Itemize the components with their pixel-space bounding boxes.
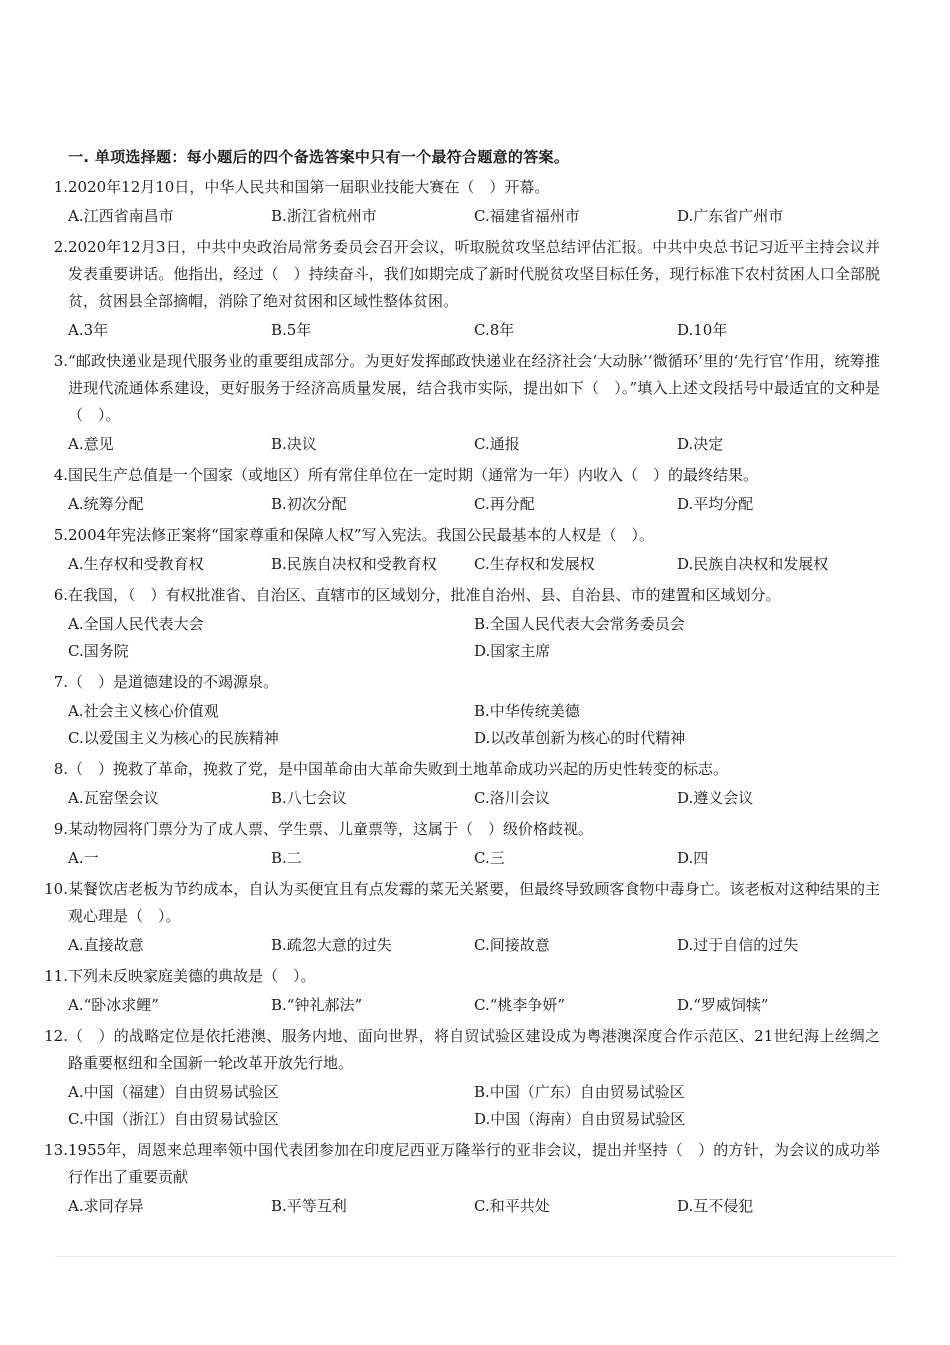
question-number: 10. <box>44 880 68 898</box>
option-list <box>0 932 888 959</box>
option-c: C.通报 <box>474 435 520 453</box>
option-list <box>0 431 888 458</box>
question-5 <box>0 522 950 578</box>
option-d: D.平均分配 <box>677 495 754 513</box>
question-number: 12. <box>44 1027 68 1045</box>
question-1 <box>0 174 950 230</box>
option-a: A.全国人民代表大会 <box>68 615 204 633</box>
question-9 <box>0 816 950 872</box>
option-b: B.“钟礼郝法” <box>271 996 363 1014</box>
option-a: A.“卧冰求鲤” <box>68 996 159 1014</box>
option-list <box>0 317 888 344</box>
option-c: C.和平共处 <box>474 1197 550 1215</box>
option-d: D.民族自决权和发展权 <box>677 555 829 573</box>
option-d: D.“罗威饲犊” <box>677 996 769 1014</box>
question-8 <box>0 756 950 812</box>
option-a: A.意见 <box>68 435 114 453</box>
option-list <box>0 785 888 812</box>
option-c: C.洛川会议 <box>474 789 550 807</box>
option-b: B.全国人民代表大会常务委员会 <box>474 615 685 633</box>
option-a: A.中国（福建）自由贸易试验区 <box>68 1083 279 1101</box>
option-c: C.生存权和发展权 <box>474 555 595 573</box>
option-list <box>0 845 888 872</box>
option-b: B.决议 <box>271 435 317 453</box>
question-number: 4. <box>53 466 68 484</box>
question-11 <box>0 963 950 1019</box>
option-list <box>0 551 888 578</box>
option-d: D.10年 <box>677 321 728 339</box>
question-stem: （ ）是道德建设的不竭源泉。 <box>68 673 279 691</box>
question-number: 13. <box>44 1141 68 1159</box>
option-b: B.二 <box>271 849 302 867</box>
option-d: D.中国（海南）自由贸易试验区 <box>474 1110 686 1128</box>
question-2 <box>0 234 950 344</box>
question-stem: 2004年宪法修正案将“国家尊重和保障人权”写入宪法。我国公民最基本的人权是（ ）。 <box>68 526 655 544</box>
question-number: 3. <box>53 352 68 370</box>
option-d: D.国家主席 <box>474 642 551 660</box>
question-6 <box>0 582 950 665</box>
question-7 <box>0 669 950 752</box>
question-stem: 1955年，周恩来总理率领中国代表团参加在印度尼西亚万隆举行的亚非会议，提出并坚持（ ）的方针，为会议的成功举行作出了重要贡献 <box>68 1141 880 1186</box>
option-a: A.江西省南昌市 <box>68 207 174 225</box>
option-c: C.福建省福州市 <box>474 207 580 225</box>
option-a: A.瓦窑堡会议 <box>68 789 159 807</box>
option-c: C.间接故意 <box>474 936 550 954</box>
option-b: B.浙江省杭州市 <box>271 207 377 225</box>
option-d: D.广东省广州市 <box>677 207 784 225</box>
option-d: D.以改革创新为核心的时代精神 <box>474 729 686 747</box>
option-b: B.初次分配 <box>271 495 347 513</box>
option-d: D.遵义会议 <box>677 789 754 807</box>
option-d: D.互不侵犯 <box>677 1197 754 1215</box>
question-number: 8. <box>53 760 68 778</box>
option-b: B.中华传统美德 <box>474 702 580 720</box>
question-number: 2. <box>53 238 68 256</box>
question-number: 5. <box>53 526 68 544</box>
option-list <box>0 1193 888 1220</box>
option-a: A.社会主义核心价值观 <box>68 702 219 720</box>
option-d: D.四 <box>677 849 709 867</box>
question-stem: 2020年12月3日，中共中央政治局常务委员会召开会议，听取脱贫攻坚总结评估汇报。中共中央总书记习近平主持会议并发表重要讲话。他指出，经过（ ）持续奋斗，我们如期完成了新时代脱贫攻坚目标任务，现行标准下农村贫困人口全部脱贫，贫困县全部摘帽，消除了绝对贫困和区域性整体贫困。 <box>68 238 880 310</box>
option-a: A.3年 <box>68 321 109 339</box>
question-stem: 某餐饮店老板为节约成本，自认为买便宜且有点发霉的菜无关紧要，但最终导致顾客食物中毒身亡。该老板对这种结果的主观心理是（ ）。 <box>68 880 880 925</box>
question-stem: 在我国，（ ）有权批准省、自治区、直辖市的区域划分，批准自治州、县、自治县、市的建置和区域划分。 <box>68 586 781 604</box>
question-13 <box>0 1137 950 1220</box>
option-c: C.三 <box>474 849 505 867</box>
option-a: A.求同存异 <box>68 1197 144 1215</box>
option-b: B.民族自决权和受教育权 <box>271 555 437 573</box>
option-b: B.疏忽大意的过失 <box>271 936 392 954</box>
question-stem: （ ）的战略定位是依托港澳、服务内地、面向世界，将自贸试验区建设成为粤港澳深度合作示范区、21世纪海上丝绸之路重要枢纽和全国新一轮改革开放先行地。 <box>68 1027 880 1072</box>
option-b: B.平等互利 <box>271 1197 347 1215</box>
option-a: A.一 <box>68 849 99 867</box>
option-list <box>0 611 888 665</box>
question-stem: 下列未反映家庭美德的典故是（ ）。 <box>68 967 316 985</box>
option-a: A.直接故意 <box>68 936 144 954</box>
question-4 <box>0 462 950 518</box>
question-stem: 2020年12月10日，中华人民共和国第一届职业技能大赛在（ ）开幕。 <box>68 178 550 196</box>
option-a: A.统筹分配 <box>68 495 144 513</box>
question-number: 1. <box>53 178 68 196</box>
option-c: C.“桃李争妍” <box>474 996 566 1014</box>
question-number: 6. <box>53 586 68 604</box>
option-list <box>0 203 888 230</box>
question-10 <box>0 876 950 959</box>
option-list <box>0 992 888 1019</box>
option-d: D.决定 <box>677 435 724 453</box>
option-a: A.生存权和受教育权 <box>68 555 204 573</box>
option-c: C.以爱国主义为核心的民族精神 <box>68 729 279 747</box>
question-number: 11. <box>44 967 68 985</box>
option-b: B.中国（广东）自由贸易试验区 <box>474 1083 685 1101</box>
question-number: 7. <box>53 673 68 691</box>
option-list <box>0 698 888 752</box>
question-stem: “邮政快递业是现代服务业的重要组成部分。为更好发挥邮政快递业在经济社会‘大动脉’‘微循环’里的‘先行官’作用，统筹推进现代流通体系建设，更好服务于经济高质量发展，结合我市实际，提出如下（ ）。”填入上述文段括号中最适宜的文种是（ ）。 <box>68 352 880 424</box>
question-number: 9. <box>53 820 68 838</box>
question-stem: 国民生产总值是一个国家（或地区）所有常住单位在一定时期（通常为一年）内收入（ ）的最终结果。 <box>68 466 759 484</box>
option-c: C.8年 <box>474 321 515 339</box>
option-b: B.八七会议 <box>271 789 347 807</box>
option-b: B.5年 <box>271 321 312 339</box>
question-stem: （ ）挽救了革命，挽救了党，是中国革命由大革命失败到土地革命成功兴起的历史性转变的标志。 <box>68 760 729 778</box>
option-c: C.中国（浙江）自由贸易试验区 <box>68 1110 279 1128</box>
question-12 <box>0 1023 950 1133</box>
section-heading: 一. 单项选择题：每小题后的四个备选答案中只有一个最符合题意的答案。 <box>68 148 570 166</box>
option-c: C.再分配 <box>474 495 535 513</box>
question-list <box>0 174 950 1224</box>
option-list <box>0 491 888 518</box>
question-3 <box>0 348 950 458</box>
option-d: D.过于自信的过失 <box>677 936 799 954</box>
question-stem: 某动物园将门票分为了成人票、学生票、儿童票等，这属于（ ）级价格歧视。 <box>68 820 594 838</box>
footer-divider <box>55 1256 897 1257</box>
option-list <box>0 1079 888 1133</box>
option-c: C.国务院 <box>68 642 129 660</box>
